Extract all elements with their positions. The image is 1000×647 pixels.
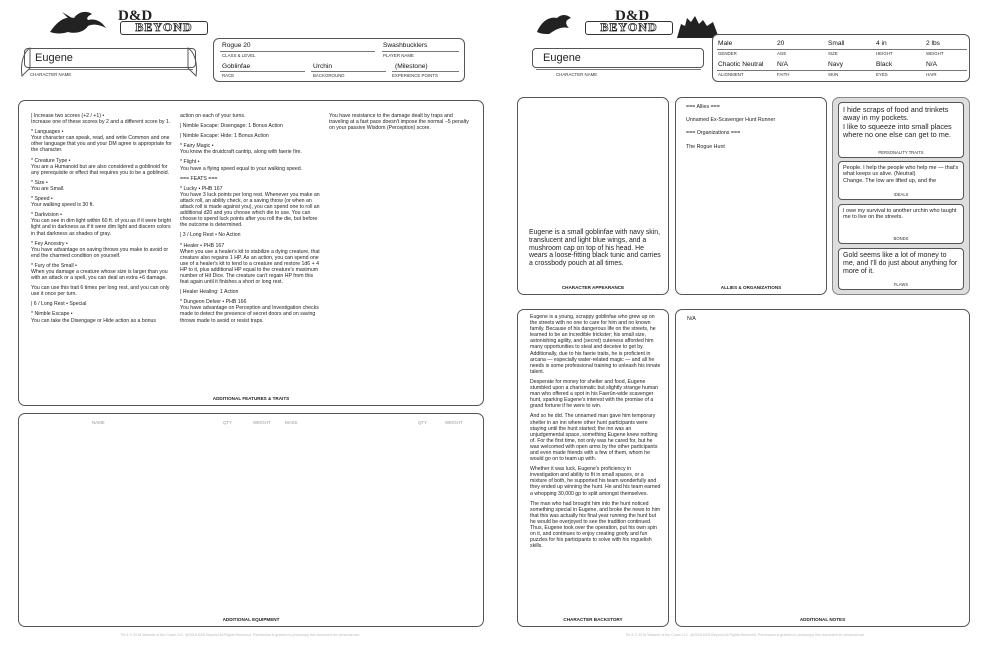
feature-paragraph: * Nimble Escape • You can take the Disengage or Hide action as a bonus [31,311,156,324]
allies-header: === Allies === [686,104,720,110]
flaws-label: FLAWS [893,282,909,287]
dnd-wordmark: D&D [118,8,153,24]
backstory-paragraph: And so he did. The unnamed man gave him temporary shelter in an inn where other hunt participants were staying until the hunt started; the inn was an unjudgemental space, something Eugene knew nothing of. For the first time, not only was he cared for, but he was welcomed with open arms by the other participants and even made friends with a few of them, whom he would go on to team up with. [530,413,658,463]
feature-paragraph: * Lucky • PHB 167 You have 3 luck points per long rest. Whenever you make an attack roll, an ability check, or a saving throw (or when an attack roll is made against you), you can spend one to roll an additional d20 and you choose which die to use. You can choose to spend luck points after you roll the die, but before the outcome is determined. [180,185,320,229]
backstory-title: CHARACTER BACKSTORY [563,617,623,622]
equipment-header-weight: WEIGHT [253,420,271,425]
dnd-beyond-logo [535,8,715,38]
feature-paragraph: * Languages • Your character can speak, read, and write Common and one other language that you and your DM agree is appropriate for the character. [31,129,172,154]
divider [220,71,305,72]
banner-ribbon-icon [16,32,200,80]
allies-title: ALLIES & ORGANIZATIONS [720,285,782,290]
divider [311,71,386,72]
feature-paragraph: === FEATS === [180,175,218,182]
page-footer: TM & © 2018 Wizards of the Coast LLC. @2018 D&D Beyond All Rights Reserved. Permission is granted to photocopy this document for personal use. [120,633,361,637]
backstory-text [530,314,661,553]
character-name-label: CHARACTER NAME [30,72,72,77]
background-label: BACKGROUND [313,73,345,78]
equipment-header-qty-2: QTY [418,420,428,425]
equipment-header-name: NAME [92,420,105,425]
eyes-label: EYES [876,72,888,77]
beyond-wordmark: BEYOND [120,21,208,35]
features-column-3 [329,113,471,135]
character-name-box[interactable] [532,48,704,68]
features-column-2 [180,113,323,328]
ally-item: Unnamed Ex-Scavenger Hunt Runner [686,117,776,124]
personality-traits-box[interactable] [838,102,964,158]
backstory-paragraph: The man who had brought him into the hunt noticed something special in Eugene, and broke the news to him that this was actually his final year running the hunt but he would be overjoyed to see the tradition continued. Thus, Eugene took over the operation, put his own spin on it, and continues to enjoy creating goofy and fun puzzles for his participants to solve with his roguelish skills. [530,500,661,550]
divider [220,51,375,52]
feature-paragraph: * Creature Type • You are a Humanoid but are also considered a goblinoid for any prerequisite or effect that requires you to be a goblinoid. [31,157,170,176]
feature-paragraph: * Flight • You have a flying speed equal to your walking speed. [180,159,303,172]
feature-paragraph: | Increase two scores (+2 / +1) • Increase one of these scores by 2 and a different score by 1. [31,113,171,126]
height-label: HEIGHT [876,51,893,56]
organization-item: The Rogue Hunt [686,143,725,150]
equipment-header-weight-2: WEIGHT [445,420,463,425]
alignment-label: ALIGNMENT [718,72,744,77]
dnd-wordmark: D&D [615,8,650,24]
divider [382,51,459,52]
feature-paragraph: * Speed • Your walking speed is 30 ft. [31,196,94,209]
skin-value[interactable]: Navy [828,61,844,68]
class-level-value[interactable]: Rogue 20 [222,42,251,49]
feature-paragraph: | Nimble Escape: Hide: 1 Bonus Action [180,133,269,140]
gender-value[interactable]: Male [718,40,733,47]
feature-paragraph: | 6 / Long Rest • Special [31,301,87,308]
size-label: SIZE [828,51,838,56]
features-traits-title: ADDITIONAL FEATURES & TRAITS [212,396,290,401]
size-value[interactable]: Small [828,40,845,47]
divider [717,49,967,50]
class-level-label: CLASS & LEVEL [222,53,256,58]
age-label: AGE [777,51,787,56]
equipment-header-mass: MASS [285,420,298,425]
age-value[interactable]: 20 [777,40,785,47]
personality-traits-label: PERSONALITY TRAITS [878,150,924,155]
hair-label: HAIR [926,72,937,77]
bonds-text: I owe my survival to another urchin who taught me to live on the streets. [843,208,957,221]
race-value[interactable]: Goblinfae [222,63,251,70]
personality-traits-text: I hide scraps of food and trinkets away in my pockets. I like to squeeze into small places where no one else can get to me. [843,105,952,140]
ideals-box[interactable] [838,161,964,200]
feature-paragraph: * Fairy Magic • You know the druidcraft cantrip, along with faerie fire. [180,143,302,156]
feature-paragraph: action on each of your turns. [180,113,246,119]
feature-paragraph: * Dungeon Delver • PHB 166 You have advantage on Perception and Investigation checks made to detect the presence of secret doors and on saving throws made to avoid or resist traps. [180,299,319,324]
skin-label: SKIN [828,72,839,77]
feature-paragraph: | Nimble Escape: Disengage: 1 Bonus Action [180,123,283,130]
backstory-paragraph: Desperate for money for shelter and food, Eugene stumbled upon a charismatic but slightly strange human man who offered a spot in his Faerûn-wide scavenger hunt, sparking Eugene's interest with the promise of a grand fortune if he were to win. [530,378,659,410]
faith-value[interactable]: N/A [777,61,788,68]
appearance-text: Eugene is a small goblinfae with navy skin, translucent and light blue wings, and a mushroom cap on top of his head. He wears a loose-fitting black tunic and carries a crossbody pouch at all times. [529,229,661,268]
features-column-1 [31,113,173,328]
equipment-header-qty: QTY [223,420,233,425]
xp-value[interactable]: (Milestone) [395,63,428,70]
feature-paragraph: * Size • You are Small. [31,179,65,192]
page-footer: TM & © 2018 Wizards of the Coast LLC. @2018 D&D Beyond All Rights Reserved. Permission is granted to photocopy this document for personal use. [625,633,866,637]
eyes-value[interactable]: Black [876,61,893,68]
character-name-value: Eugene [543,52,581,64]
feature-paragraph: * Fury of the Small • When you damage a creature whose size is larger than you with an attack or a spell, you can deal an extra +6 damage. [31,262,168,282]
character-name-value: Eugene [35,52,73,64]
dragon-icon [535,12,575,36]
bonds-label: BONDS [893,236,909,241]
player-name-label: PLAYER NAME [383,53,414,58]
backstory-paragraph: Eugene is a young, scrappy goblinfae who grew up on the streets with no one to care for him and no known family. Because of his dangerous life on the streets, he learned to be an incredible trickster; his small size, astonishing agility, and (secret) cuteness afforded him many opportunities to steal and deceive to get by. Additionally, due to his faerie traits, he is proficient in arcana — especially water-related magic — and all he needs is some professional training to unleash his innate talent. [530,314,661,375]
notes-box [675,309,970,627]
xp-label: EXPERIENCE POINTS [392,73,438,78]
equipment-title: ADDITIONAL EQUIPMENT [222,617,280,622]
backstory-paragraph: Whether it was luck, Eugene's proficiency in investigation and ability to fit in small spaces, or a mixture of both, he supported his team wonderfully and they ended up winning the hunt. He and his team earned a whopping 30,000 gp to split amongst themselves. [530,466,661,497]
feature-paragraph: You can use this trait 6 times per long rest, and you can only use it once per turn. [31,285,170,298]
race-label: RACE [222,73,235,78]
feature-paragraph: | 3 / Long Rest • No Action [180,232,241,239]
flaws-box[interactable] [838,248,964,290]
ideals-text: People. I help the people who help me — that's what keeps us alive. (Neutral) Change. The low are lifted up, and the [843,165,959,184]
divider [392,71,459,72]
divider [536,69,701,70]
organizations-header: === Organizations === [686,130,741,137]
hair-value[interactable]: N/A [926,61,937,68]
feature-paragraph: * Darkvision • You can see in dim light within 60 ft. of you as if it were bright light and in darkness as if it were dim light and discern colors in that darkness as shades of gray. [31,212,171,237]
faith-label: FAITH [777,72,790,77]
feature-paragraph: * Fey Ancestry • You have advantage on saving throws you make to avoid or end the charmed condition on yourself. [31,240,169,259]
player-name-value[interactable]: Swashbucklers [383,42,428,49]
feature-paragraph: You have resistance to the damage dealt by traps and traveling at a fast pace doesn't impose the normal −5 penalty on your passive Wisdom (Perception) score. [329,113,469,132]
flaws-text: Gold seems like a lot of money to me, and I'll do just about anything for more of it. [843,252,958,275]
feature-paragraph: * Healer • PHB 167 When you use a healer's kit to stabilize a dying creature, that creature also regains 1 HP. As an action, you can spend one use of a healer's kit to tend to a creature and restore 1d6 + 4 HP to it, plus additional HP equal to the creature's maximum number of Hit Dice. The creature can't regain HP from this feat again until it finishes a short or long rest. [180,242,320,286]
ideals-label: IDEALS [893,192,909,197]
bonds-box[interactable] [838,204,964,244]
alignment-value[interactable]: Chaotic Neutral [718,61,764,68]
beyond-wordmark: BEYOND [585,21,673,35]
weight-value[interactable]: 2 lbs [926,40,940,47]
feature-paragraph: | Healer Healing: 1 Action [180,289,239,296]
notes-title: ADDITIONAL NOTES [799,617,846,622]
character-name-label: CHARACTER NAME [556,72,598,77]
divider [717,70,967,71]
notes-text: N/A [687,316,696,322]
height-value[interactable]: 4 in [876,40,887,47]
appearance-title: CHARACTER APPEARANCE [561,285,625,290]
allies-list [686,104,821,150]
equipment-box [18,413,484,627]
background-value[interactable]: Urchin [313,63,333,70]
weight-label: WEIGHT [926,51,944,56]
gender-label: GENDER [718,51,737,56]
